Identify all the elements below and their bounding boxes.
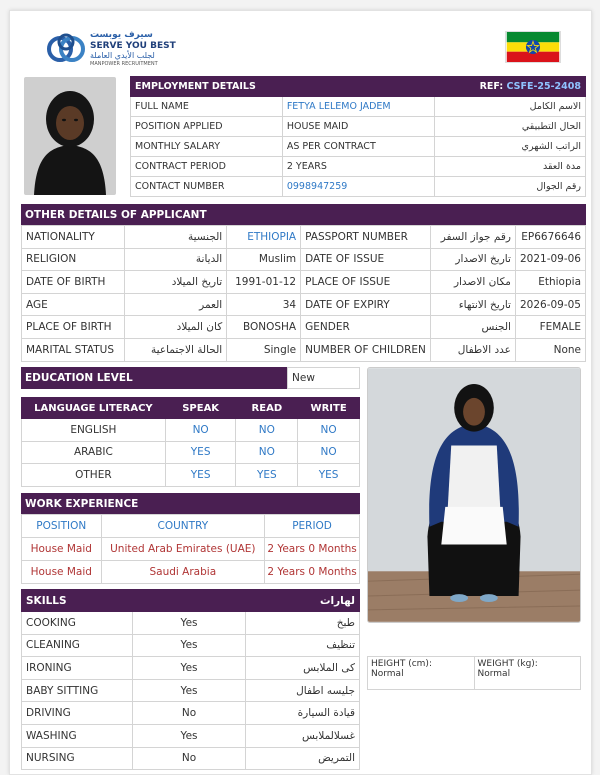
- row-label-ar: الحال التطبيقي: [434, 117, 585, 137]
- row-label-ar: الجنس: [431, 316, 516, 339]
- skill-value: No: [132, 702, 245, 725]
- row-value: 1991-01-12: [227, 271, 301, 294]
- other-details-table: [21, 225, 586, 362]
- row-label-ar: الجنسية: [124, 226, 226, 249]
- literacy-value: YES: [165, 464, 236, 487]
- row-value: 34: [227, 293, 301, 316]
- column-header: READ: [236, 398, 298, 419]
- row-value: 2021-09-06: [515, 248, 585, 271]
- logo-company-name: SERVE YOU BEST: [90, 41, 176, 51]
- skill-value: Yes: [132, 657, 245, 680]
- row-value: FEMALE: [515, 316, 585, 339]
- table-row: [22, 419, 360, 442]
- table-row: [22, 248, 586, 271]
- work-experience-title: WORK EXPERIENCE: [21, 493, 360, 514]
- work-experience-table: [21, 514, 360, 584]
- row-label: PASSPORT NUMBER: [301, 226, 431, 249]
- language-name: ARABIC: [22, 441, 166, 464]
- row-value: HOUSE MAID: [282, 117, 434, 137]
- row-label-ar: تاريخ الانتهاء: [431, 293, 516, 316]
- weight-cell: [474, 657, 581, 690]
- row-label-ar: عدد الاطفال: [431, 338, 516, 361]
- skill-value: No: [132, 747, 245, 770]
- reference-cell: [282, 77, 585, 97]
- table-row: [22, 271, 586, 294]
- work-cell: 2 Years 0 Months: [265, 561, 360, 584]
- skill-name-ar: طبخ: [246, 612, 360, 635]
- other-details-title: OTHER DETAILS OF APPLICANT: [21, 204, 586, 225]
- contact-number-link[interactable]: 0998947259: [282, 177, 434, 197]
- row-value: Single: [227, 338, 301, 361]
- table-row: [22, 338, 586, 361]
- skill-name: NURSING: [22, 747, 133, 770]
- height-value: Normal: [371, 669, 404, 679]
- table-row: [22, 634, 360, 657]
- work-cell: 2 Years 0 Months: [265, 538, 360, 561]
- skill-name-ar: التمريض: [246, 747, 360, 770]
- skill-name: IRONING: [22, 657, 133, 680]
- literacy-value: NO: [236, 441, 298, 464]
- skill-value: Yes: [132, 634, 245, 657]
- literacy-value: NO: [298, 441, 360, 464]
- row-label: FULL NAME: [131, 97, 283, 117]
- row-label: GENDER: [301, 316, 431, 339]
- column-header: POSITION: [22, 515, 102, 538]
- ref-label: REF:: [479, 81, 504, 92]
- skill-name: CLEANING: [22, 634, 133, 657]
- ethiopia-flag-icon: [505, 31, 561, 63]
- literacy-value: NO: [165, 419, 236, 442]
- table-row: [22, 657, 360, 680]
- row-label-ar: رقم جواز السفر: [431, 226, 516, 249]
- column-header: COUNTRY: [101, 515, 265, 538]
- row-label: CONTRACT PERIOD: [131, 157, 283, 177]
- table-row: [22, 561, 360, 584]
- table-row: [22, 612, 360, 635]
- row-label-ar: مكان الاصدار: [431, 271, 516, 294]
- row-label-ar: رقم الجوال: [434, 177, 585, 197]
- literacy-value: NO: [298, 419, 360, 442]
- education-level-title: EDUCATION LEVEL: [21, 367, 287, 389]
- weight-label: WEIGHT (kg):: [477, 659, 538, 669]
- row-label-ar: تاريخ الاصدار: [431, 248, 516, 271]
- skill-name-ar: قيادة السيارة: [246, 702, 360, 725]
- row-label: DATE OF EXPIRY: [301, 293, 431, 316]
- row-label-ar: الاسم الكامل: [434, 97, 585, 117]
- row-label: PLACE OF ISSUE: [301, 271, 431, 294]
- weight-value: Normal: [477, 669, 511, 679]
- skill-name-ar: غسلالملابس: [246, 724, 360, 747]
- ref-value: CSFE-25-2408: [506, 81, 581, 92]
- literacy-value: YES: [165, 441, 236, 464]
- row-label: PLACE OF BIRTH: [22, 316, 125, 339]
- skill-value: Yes: [132, 724, 245, 747]
- work-cell: United Arab Emirates (UAE): [101, 538, 265, 561]
- table-row: [22, 316, 586, 339]
- logo-tagline: MANPOWER RECRUITMENT: [90, 61, 158, 67]
- skill-name: WASHING: [22, 724, 133, 747]
- row-label-ar: مدة العقد: [434, 157, 585, 177]
- table-row: [22, 464, 360, 487]
- row-value: ETHIOPIA: [227, 226, 301, 249]
- table-row: [22, 724, 360, 747]
- row-label: NATIONALITY: [22, 226, 125, 249]
- table-row: [22, 538, 360, 561]
- table-row: [22, 293, 586, 316]
- row-label: MARITAL STATUS: [22, 338, 125, 361]
- table-row: [22, 441, 360, 464]
- row-label-ar: الديانة: [124, 248, 226, 271]
- table-row: [131, 117, 586, 137]
- column-header: WRITE: [298, 398, 360, 419]
- company-logo: [46, 29, 196, 69]
- table-row: [131, 137, 586, 157]
- row-label-ar: الحالة الاجتماعية: [124, 338, 226, 361]
- skill-name-ar: جليسه اطفال: [246, 679, 360, 702]
- row-value: 2 YEARS: [282, 157, 434, 177]
- height-label: HEIGHT (cm):: [371, 659, 432, 669]
- logo-arabic-name: سيرف يوبست: [90, 30, 153, 40]
- employment-details-title: EMPLOYMENT DETAILS: [131, 77, 283, 97]
- cv-page: [9, 10, 592, 775]
- row-label-ar: العمر: [124, 293, 226, 316]
- column-header: PERIOD: [265, 515, 360, 538]
- skill-value: Yes: [132, 612, 245, 635]
- table-row: [22, 702, 360, 725]
- row-value: 2026-09-05: [515, 293, 585, 316]
- column-header: SPEAK: [165, 398, 236, 419]
- row-label-ar: كان الميلاد: [124, 316, 226, 339]
- height-cell: [368, 657, 475, 690]
- measurements-table: [367, 656, 581, 690]
- row-value: None: [515, 338, 585, 361]
- education-level-value: New: [287, 367, 360, 389]
- table-row: [131, 157, 586, 177]
- skill-name-ar: تنظيف: [246, 634, 360, 657]
- column-header: LANGUAGE LITERACY: [22, 398, 166, 419]
- row-value: BONOSHA: [227, 316, 301, 339]
- language-name: ENGLISH: [22, 419, 166, 442]
- row-value: Ethiopia: [515, 271, 585, 294]
- language-name: OTHER: [22, 464, 166, 487]
- applicant-full-photo: [367, 367, 581, 623]
- row-value: Muslim: [227, 248, 301, 271]
- literacy-value: NO: [236, 419, 298, 442]
- skills-title: SKILLS: [22, 590, 133, 612]
- employment-details-table: [130, 76, 586, 197]
- row-label: NUMBER OF CHILDREN: [301, 338, 431, 361]
- skill-name: COOKING: [22, 612, 133, 635]
- skill-name-ar: كى الملابس: [246, 657, 360, 680]
- row-label-ar: تاريخ الميلاد: [124, 271, 226, 294]
- row-label: AGE: [22, 293, 125, 316]
- row-label: CONTACT NUMBER: [131, 177, 283, 197]
- row-label: DATE OF BIRTH: [22, 271, 125, 294]
- literacy-value: YES: [236, 464, 298, 487]
- row-label: MONTHLY SALARY: [131, 137, 283, 157]
- applicant-portrait-photo: [24, 77, 116, 195]
- table-row: [22, 226, 586, 249]
- literacy-value: YES: [298, 464, 360, 487]
- skill-value: Yes: [132, 679, 245, 702]
- work-cell: House Maid: [22, 561, 102, 584]
- skills-header-spacer: [132, 590, 245, 612]
- skills-table: [21, 589, 360, 770]
- table-row: [22, 679, 360, 702]
- skill-name: BABY SITTING: [22, 679, 133, 702]
- row-label-ar: الراتب الشهري: [434, 137, 585, 157]
- language-literacy-table: [21, 397, 360, 487]
- row-value: AS PER CONTRACT: [282, 137, 434, 157]
- skill-name: DRIVING: [22, 702, 133, 725]
- row-label: DATE OF ISSUE: [301, 248, 431, 271]
- row-label: POSITION APPLIED: [131, 117, 283, 137]
- logo-arabic-subtitle: لجلب الأيدي العاملة: [90, 51, 155, 60]
- table-row: [131, 97, 586, 117]
- row-label: RELIGION: [22, 248, 125, 271]
- work-cell: Saudi Arabia: [101, 561, 265, 584]
- full-name-value: FETYA LELEMO JADEM: [282, 97, 434, 117]
- table-row: [131, 177, 586, 197]
- logo-rings-icon: [46, 29, 86, 69]
- row-value: EP6676646: [515, 226, 585, 249]
- skills-title-ar: لهارات: [246, 590, 360, 612]
- work-cell: House Maid: [22, 538, 102, 561]
- table-row: [22, 747, 360, 770]
